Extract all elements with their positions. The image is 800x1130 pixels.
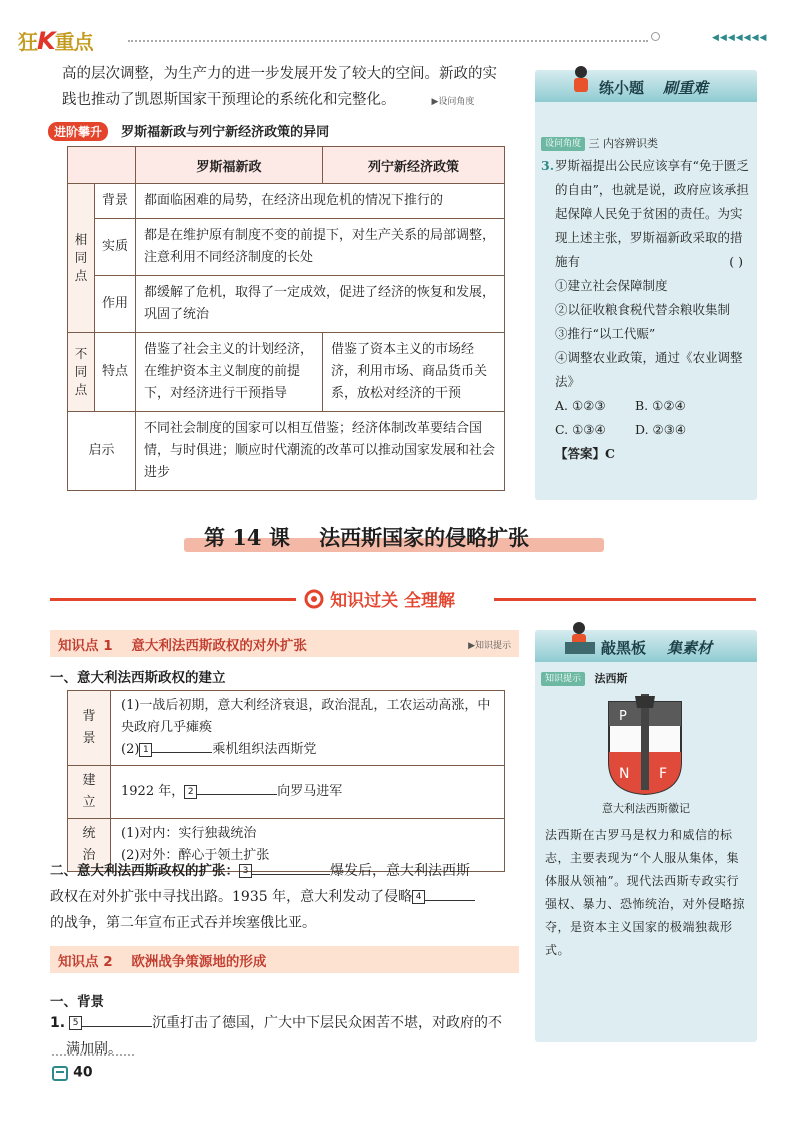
advanced-label xyxy=(48,121,329,141)
table-header-row xyxy=(68,147,505,184)
comparison-table xyxy=(67,146,505,491)
table-row xyxy=(68,766,505,819)
row-label: 背景 xyxy=(68,691,111,766)
row-line: (2)对外：醉心于领土扩张 xyxy=(121,848,270,863)
sub2-line-1 xyxy=(50,858,520,884)
board-tag-line xyxy=(541,670,628,686)
option-item: ①建立社会保障制度 xyxy=(555,278,668,293)
table-row xyxy=(68,412,505,491)
choice-item: D. ②③④ xyxy=(635,422,687,437)
section-banner xyxy=(303,586,455,611)
intro-line-1: 高的层次调整，为生产力的进一步发展开发了较大的空间。新政的实 xyxy=(62,66,497,82)
row-text xyxy=(111,691,505,766)
emblem-caption: 意大利法西斯徽记 xyxy=(602,802,690,815)
kp2-title: 知识点 2 欧洲战争策源地的形成 xyxy=(58,954,267,970)
emblem-letter: P xyxy=(619,709,627,724)
emblem-letter: N xyxy=(619,766,630,782)
row-text: 都缓解了危机，取得了一定成效，促进了经济的恢复和发展，巩固了统治 xyxy=(136,276,505,333)
row-line-suffix: 向罗马进军 xyxy=(277,784,343,799)
intro-paragraph xyxy=(62,61,532,115)
answer-text: 【答案】C xyxy=(555,446,615,461)
row-label: 作用 xyxy=(95,276,136,333)
banner-line-right xyxy=(494,598,756,601)
blank-number: 3 xyxy=(239,864,252,878)
student-figure-icon xyxy=(567,64,595,96)
row-label: 启示 xyxy=(68,412,136,491)
practice-title-a: 练小题 xyxy=(599,79,645,97)
advanced-badge: 进阶攀升 xyxy=(48,122,108,141)
lesson-title: 第 14 课 法西斯国家的侵略扩张 xyxy=(204,525,530,550)
kp1-bar xyxy=(50,630,519,657)
choice-item: C. ①③④ xyxy=(555,422,606,437)
fill-blank[interactable] xyxy=(152,752,212,753)
practice-question xyxy=(541,154,751,274)
option-list xyxy=(541,274,751,466)
table-row xyxy=(68,276,505,333)
practice-tag-suffix: 三 内容辨识类 xyxy=(588,137,659,150)
fill-blank[interactable] xyxy=(425,900,475,901)
swirl-icon xyxy=(303,588,325,610)
group-same-label: 相同点 xyxy=(68,184,95,333)
practice-tag: 设问角度 xyxy=(541,137,585,151)
board-tag: 知识提示 xyxy=(541,672,585,686)
italy-table xyxy=(67,690,505,872)
row-line: (1)一战后初期，意大利经济衰退，政治混乱，工农运动高涨，中央政府几乎瘫痪 xyxy=(121,698,491,735)
col-header-roosevelt: 罗斯福新政 xyxy=(136,147,323,184)
row-label: 实质 xyxy=(95,219,136,276)
page-number: 40 xyxy=(73,1064,93,1081)
question-number: 3. xyxy=(541,158,555,173)
blank-number: 1 xyxy=(139,743,152,757)
row-label: 统治 xyxy=(68,819,111,872)
board-card-header xyxy=(535,630,757,662)
sub2-line-2 xyxy=(50,884,520,910)
sub1-title: 一、意大利法西斯政权的建立 xyxy=(50,670,226,686)
lesson-title-wrap xyxy=(190,522,602,556)
intro-note: ▶设问角度 xyxy=(431,97,475,107)
practice-card xyxy=(535,70,757,500)
row-label: 背景 xyxy=(95,184,136,219)
board-title-b: 集素材 xyxy=(667,639,713,657)
table-row xyxy=(68,219,505,276)
item1-line-2: 满加剧。 xyxy=(66,1041,122,1057)
option-item: ④调整农业政策，通过《农业调整法》 xyxy=(555,350,743,389)
kp2-bar xyxy=(50,946,519,973)
row-line-prefix: (2) xyxy=(121,742,140,757)
sub2-title: 二、意大利法西斯政权的扩张： xyxy=(50,863,239,879)
group-diff-label: 不同点 xyxy=(68,333,95,412)
intro-line-2-text: 践也推动了凯恩斯国家干预理论的系统化和完整化。 xyxy=(62,92,396,108)
footer-dotted-line xyxy=(52,1054,134,1056)
practice-title-b: 刷重难 xyxy=(663,79,709,97)
book-icon xyxy=(52,1064,68,1082)
choice-row xyxy=(555,418,751,442)
row-line: (1)对内：实行独裁统治 xyxy=(121,826,257,841)
choice-row xyxy=(555,394,751,418)
brand-suffix: 重点 xyxy=(54,30,93,54)
brand-k: K xyxy=(37,27,55,55)
header-ring-icon xyxy=(651,32,660,41)
practice-card-header xyxy=(535,70,757,102)
option-item: ③推行“以工代赈” xyxy=(555,326,656,341)
col-header-lenin: 列宁新经济政策 xyxy=(323,147,505,184)
item1-line-1 xyxy=(50,1010,525,1036)
intro-line-2 xyxy=(62,87,532,115)
blank-number: 4 xyxy=(412,890,425,904)
board-card xyxy=(535,630,757,1042)
board-tag-suffix: 法西斯 xyxy=(594,672,628,685)
fascist-emblem-image xyxy=(607,692,683,796)
table-row xyxy=(68,691,505,766)
blank-number: 5 xyxy=(69,1016,82,1030)
answer-bracket: ( ) xyxy=(729,254,743,269)
choice-item: A. ①②③ xyxy=(555,398,606,413)
fill-blank[interactable] xyxy=(82,1026,152,1027)
table-row xyxy=(68,184,505,219)
emblem-letter: F xyxy=(659,766,668,782)
row-line xyxy=(121,739,494,761)
row-text: 都是在维护原有制度不变的前提下，对生产关系的局部调整，注意利用不同经济制度的长处 xyxy=(136,219,505,276)
row-text: 都面临困难的局势，在经济出现危机的情况下推行的 xyxy=(136,184,505,219)
item1-number: 1. xyxy=(50,1015,66,1031)
header-arrows-icon: ◀◀◀◀◀◀◀ xyxy=(712,33,768,43)
kp1-note: ▶知识提示 xyxy=(468,641,511,651)
diff-right-text: 借鉴了资本主义的市场经济，利用市场、商品货币关系，放松对经济的干预 xyxy=(323,333,505,412)
blank-number: 2 xyxy=(184,785,197,799)
banner-line-left xyxy=(50,598,296,601)
choice-item: B. ①②④ xyxy=(635,398,686,413)
board-title-a: 敲黑板 xyxy=(601,639,647,657)
section-banner-text: 知识过关 全理解 xyxy=(330,591,456,611)
item1-text: 沉重打击了德国，广大中下层民众困苦不堪，对政府的不 xyxy=(152,1015,503,1031)
question-stem: 罗斯福提出公民应该享有“免于匮乏的自由”，也就是说，政府应该承担起保障人民免于贫困的责任。为实现上述主张，罗斯福新政采取的措施有 xyxy=(555,158,749,269)
row-line-prefix: 1922 年， xyxy=(121,784,185,799)
brand-prefix: 狂 xyxy=(18,30,37,54)
sub2-line-3: 的战争，第二年宣布正式吞并埃塞俄比亚。 xyxy=(50,915,316,931)
sub3-title: 一、背景 xyxy=(50,994,104,1010)
table-row xyxy=(68,333,505,412)
row-label: 特点 xyxy=(95,333,136,412)
row-label: 建立 xyxy=(68,766,111,819)
brand-logo xyxy=(18,26,93,55)
header-dotted-line xyxy=(128,40,648,42)
question-text xyxy=(555,154,751,274)
row-text xyxy=(111,766,505,819)
sub2-after-blank: 爆发后，意大利法西斯 xyxy=(330,863,470,879)
practice-body xyxy=(541,134,751,466)
practice-tag-line xyxy=(541,134,751,154)
diff-left-text: 借鉴了社会主义的计划经济，在维护资本主义制度的前提下，对经济进行干预指导 xyxy=(136,333,323,412)
advanced-title: 罗斯福新政与列宁新经济政策的异同 xyxy=(121,125,330,140)
fill-blank[interactable] xyxy=(252,874,330,875)
insight-text: 不同社会制度的国家可以相互借鉴；经济体制改革要结合国情，与时俱进；顺应时代潮流的改革可以推动国家发展和社会进步 xyxy=(136,412,505,491)
option-item: ②以征收粮食税代替余粮收集制 xyxy=(555,302,731,317)
table-corner xyxy=(68,147,136,184)
kp1-title: 知识点 1 意大利法西斯政权的对外扩张 xyxy=(58,638,307,654)
page-number-wrap xyxy=(52,1062,93,1082)
teacher-board-icon xyxy=(565,620,595,656)
row-line-suffix: 乘机组织法西斯党 xyxy=(212,742,317,757)
board-text: 法西斯在古罗马是权力和威信的标志，主要表现为“个人服从集体，集体服从领袖”。现代法西斯专政实行强权、暴力、恐怖统治，对外侵略掠夺，是资本主义国家的极端独裁形式。 xyxy=(545,828,746,957)
fill-blank[interactable] xyxy=(197,794,277,795)
sub2-line-2-text: 政权在对外扩张中寻找出路。1935 年，意大利发动了侵略 xyxy=(50,889,413,905)
sub2-paragraph xyxy=(50,858,520,936)
